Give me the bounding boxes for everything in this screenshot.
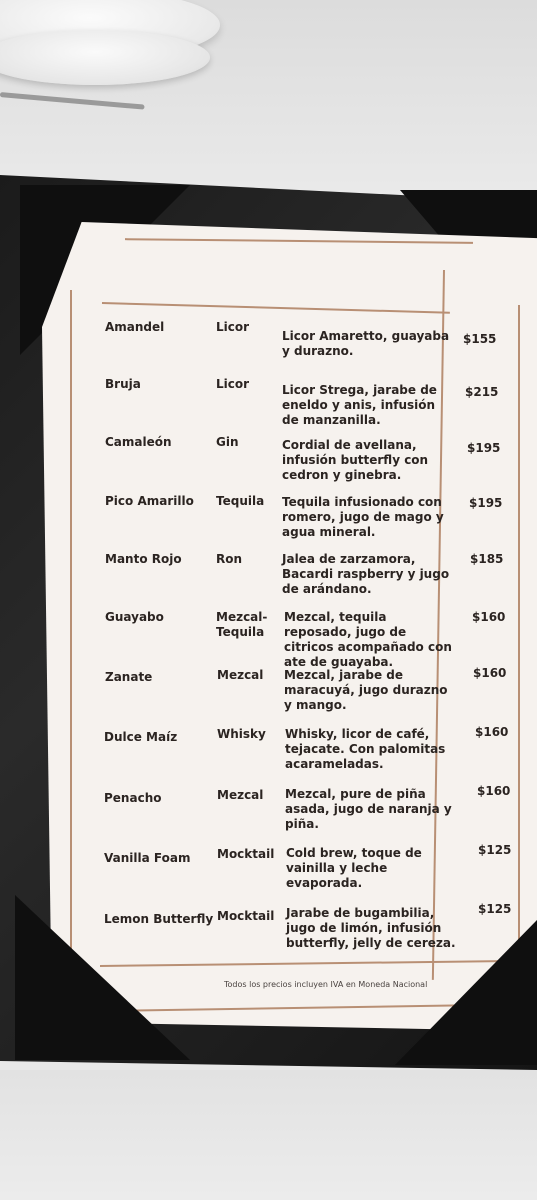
drink-type: Whisky [217, 727, 266, 741]
drink-price: $195 [467, 441, 501, 455]
drink-type: Tequila [216, 494, 265, 508]
drink-type: Mezcal [217, 668, 264, 682]
list-item [0, 320, 537, 380]
drink-price: $160 [475, 725, 509, 739]
drink-description: Jarabe de bugambilia, jugo de limón, infusión butterfly, jelly de cereza. [286, 906, 456, 950]
drink-name: Vanilla Foam [104, 851, 191, 865]
drink-type: Gin [216, 435, 239, 449]
drink-description: Mezcal, tequila reposado, jugo de citricos acompañado con ate de guayaba. [284, 610, 452, 669]
drink-description: Licor Amaretto, guayaba y durazno. [282, 329, 450, 358]
drink-name: Zanate [105, 670, 153, 684]
drink-price: $195 [469, 496, 503, 510]
drink-price: $125 [478, 843, 512, 857]
drink-name: Bruja [105, 377, 141, 391]
drink-description: Cordial de avellana, infusión butterfly con cedron y ginebra. [282, 438, 429, 482]
drink-price: $160 [473, 666, 507, 680]
drink-description: Tequila infusionado con romero, jugo de mago y agua mineral. [282, 495, 444, 539]
drink-name: Guayabo [105, 610, 164, 624]
drink-name: Camaleón [105, 435, 172, 449]
drink-name: Penacho [104, 791, 162, 805]
drink-price: $215 [465, 385, 499, 399]
list-item [0, 725, 537, 790]
drink-description: Jalea de zarzamora, Bacardi raspberry y jugo de arándano. [282, 552, 450, 596]
drink-type: Licor [216, 320, 250, 334]
drink-type: Mocktail [217, 909, 275, 923]
list-item [0, 494, 537, 554]
list-item [0, 610, 537, 670]
list-item [0, 552, 537, 612]
drink-name: Amandel [105, 320, 165, 334]
drink-price: $185 [470, 552, 504, 566]
drink-description: Mezcal, jarabe de maracuyá, jugo durazno y mango. [284, 668, 448, 712]
list-item [0, 666, 537, 730]
table-surface [0, 1070, 537, 1200]
drink-price: $160 [472, 610, 506, 624]
list-item [0, 843, 537, 911]
drink-name: Lemon Butterfly [104, 912, 214, 926]
drink-price: $155 [463, 332, 497, 346]
drink-description: Licor Strega, jarabe de eneldo y anis, infusión de manzanilla. [282, 383, 437, 427]
drink-price: $125 [478, 902, 512, 916]
plate-icon [0, 30, 210, 85]
list-item [0, 784, 537, 851]
drink-type: Mezcal [217, 788, 264, 802]
price-note: Todos los precios incluyen IVA en Moneda Nacional [224, 980, 428, 989]
drink-name: Dulce Maíz [104, 730, 178, 744]
drink-type: Mocktail [217, 847, 275, 861]
drink-type: Licor [216, 377, 250, 391]
list-item [0, 377, 537, 437]
drink-price: $160 [477, 784, 511, 798]
drink-name: Pico Amarillo [105, 494, 194, 508]
list-item [0, 435, 537, 495]
drink-type: Ron [216, 552, 243, 566]
drink-description: Cold brew, toque de vainilla y leche evaporada. [286, 846, 422, 890]
cutlery-icon [0, 92, 145, 110]
drink-type: Mezcal-Tequila [216, 610, 268, 639]
drink-description: Whisky, licor de café, tejacate. Con palomitas acarameladas. [285, 727, 446, 771]
drink-name: Manto Rojo [105, 552, 182, 566]
drink-description: Mezcal, pure de piña asada, jugo de naranja y piña. [285, 787, 452, 831]
